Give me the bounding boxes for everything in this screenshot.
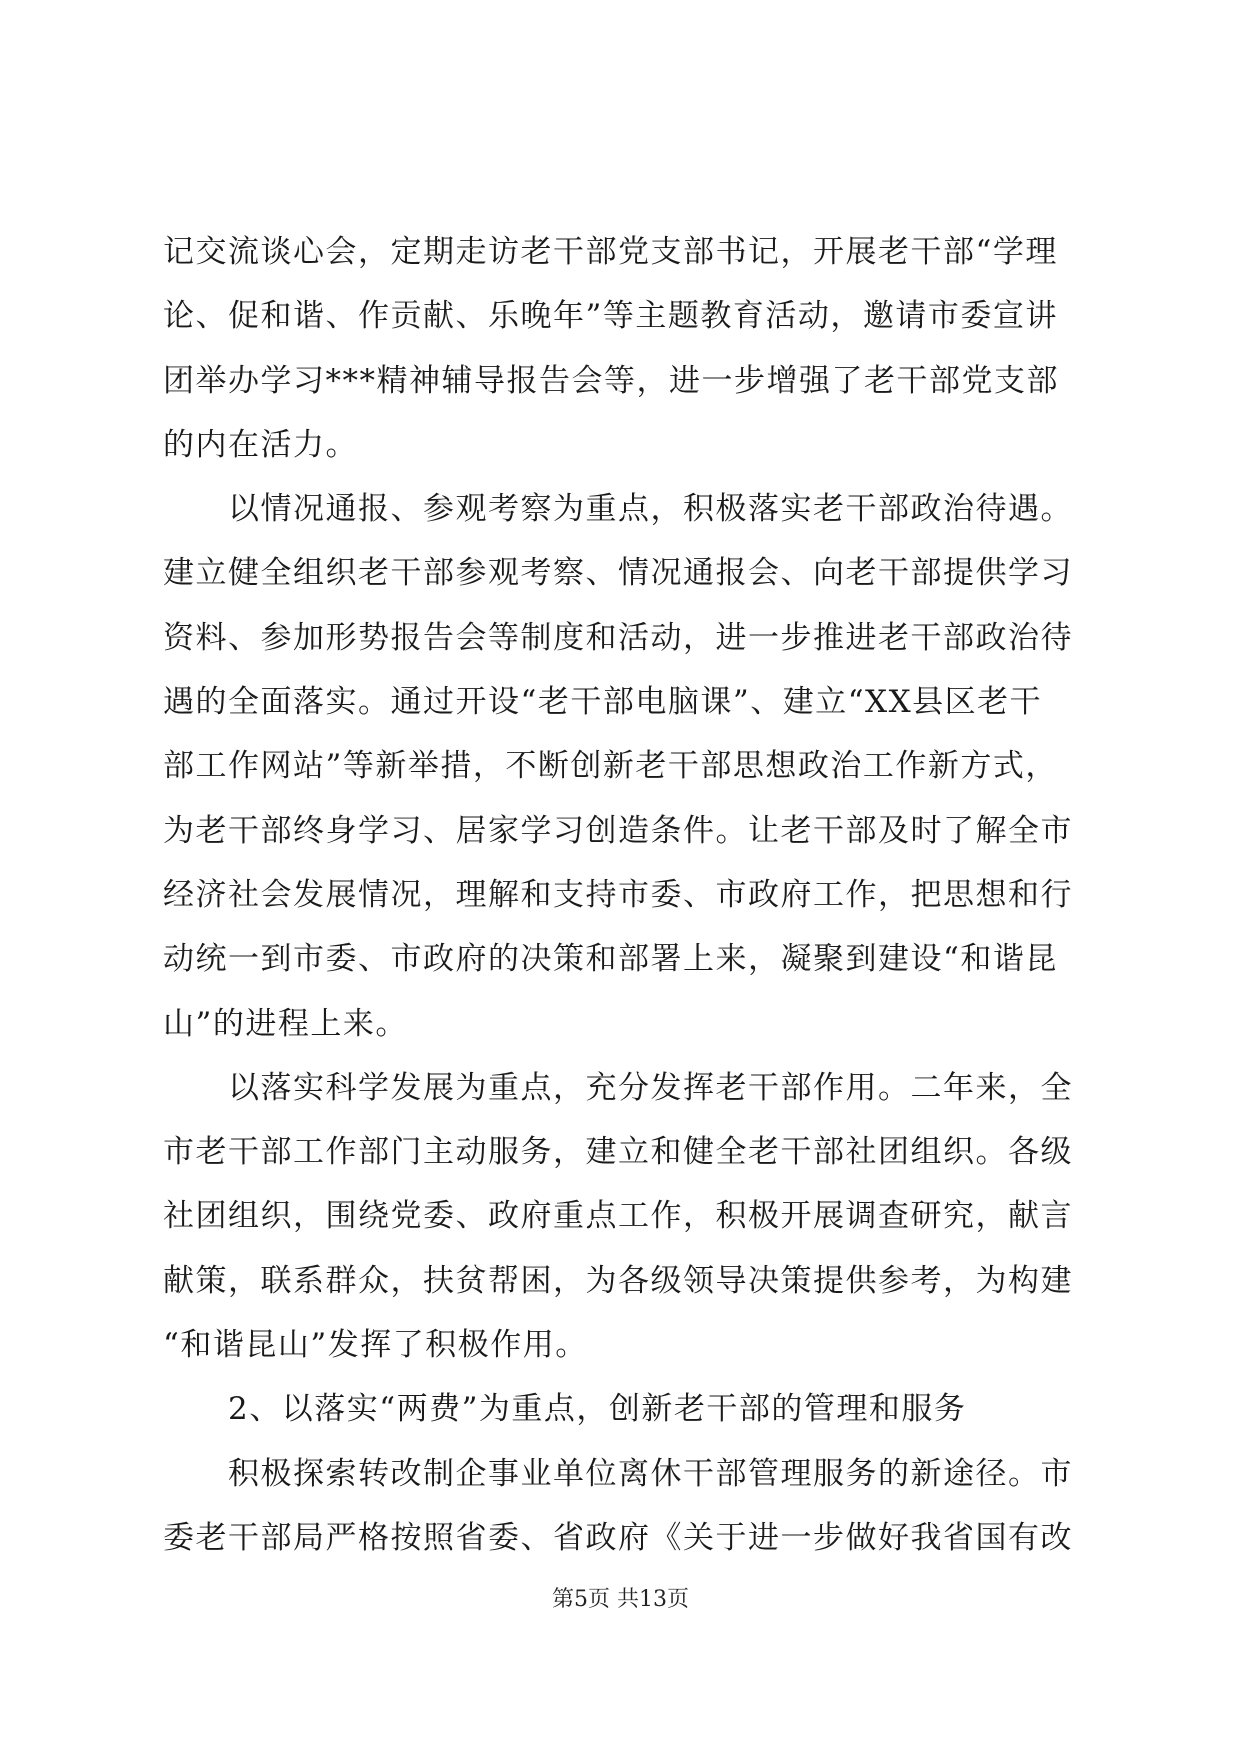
body-text bbox=[163, 220, 1093, 1570]
text-line: 论、促和谐、作贡献、乐晚年”等主题教育活动，邀请市委宣讲 bbox=[163, 298, 1058, 335]
section-heading-line: 2、以落实“两费”为重点，创新老干部的管理和服务 bbox=[163, 1391, 967, 1428]
text-line: 记交流谈心会，定期走访老干部党支部书记，开展老干部“学理 bbox=[163, 234, 1058, 270]
text-line: 的内在活力。 bbox=[163, 426, 358, 463]
page-footer bbox=[0, 1585, 1241, 1615]
paragraph-start-line: 以情况通报、参观考察为重点，积极落实老干部政治待遇。 bbox=[163, 491, 1073, 528]
text-line: 动统一到市委、市政府的决策和部署上来，凝聚到建设“和谐昆 bbox=[163, 941, 1058, 978]
paragraph-start-line: 以落实科学发展为重点，充分发挥老干部作用。二年来，全 bbox=[163, 1069, 1073, 1106]
text-line: 山”的进程上来。 bbox=[163, 1005, 408, 1042]
text-line: 为老干部终身学习、居家学习创造条件。让老干部及时了解全市 bbox=[163, 812, 1073, 849]
page-number: 第5页 共13页 bbox=[552, 1587, 689, 1612]
text-line: 建立健全组织老干部参观考察、情况通报会、向老干部提供学习 bbox=[163, 555, 1073, 592]
text-line: 经济社会发展情况，理解和支持市委、市政府工作，把思想和行 bbox=[163, 876, 1073, 913]
text-line: 遇的全面落实。通过开设“老干部电脑课”、建立“XX县区老干 bbox=[163, 684, 1043, 721]
text-line: 社团组织，围绕党委、政府重点工作，积极开展调查研究，献言 bbox=[163, 1198, 1073, 1235]
text-line: 委老干部局严格按照省委、省政府《关于进一步做好我省国有改 bbox=[163, 1519, 1073, 1556]
text-line: 资料、参加形势报告会等制度和活动，进一步推进老干部政治待 bbox=[163, 619, 1073, 656]
text-line: 献策，联系群众，扶贫帮困，为各级领导决策提供参考，为构建 bbox=[163, 1262, 1073, 1299]
paragraph-start-line: 积极探索转改制企事业单位离休干部管理服务的新途径。市 bbox=[163, 1455, 1073, 1492]
text-line: 市老干部工作部门主动服务，建立和健全老干部社团组织。各级 bbox=[163, 1134, 1073, 1171]
text-line: 团举办学习***精神辅导报告会等，进一步增强了老干部党支部 bbox=[163, 362, 1059, 399]
text-line: “和谐昆山”发挥了积极作用。 bbox=[163, 1327, 588, 1364]
text-line: 部工作网站”等新举措，不断创新老干部思想政治工作新方式， bbox=[163, 748, 1058, 785]
